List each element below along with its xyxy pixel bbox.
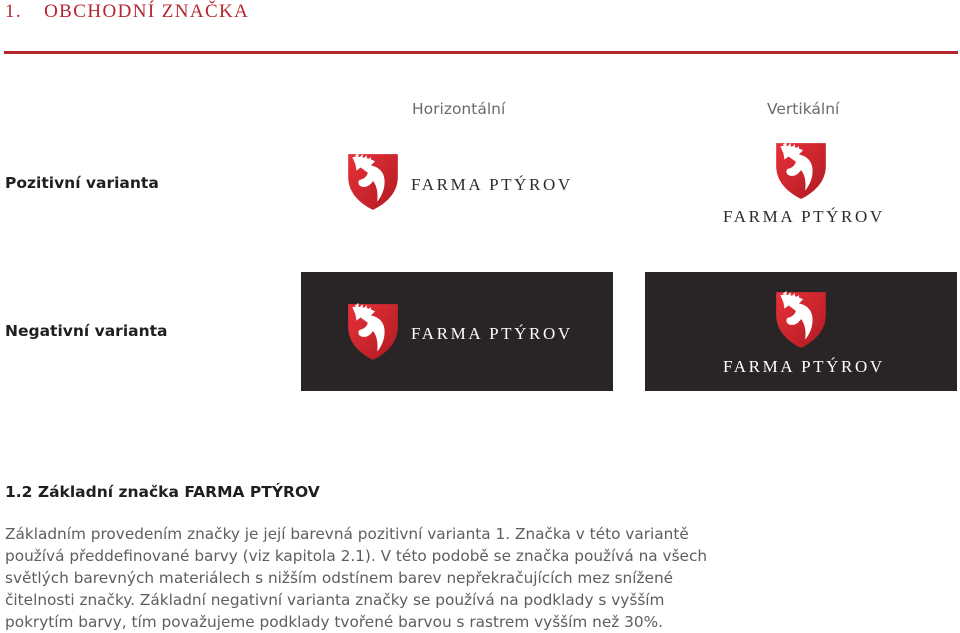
wordmark: FARMA PTÝROV — [411, 324, 573, 343]
heading-divider — [4, 51, 958, 54]
row-label-negative: Negativní varianta — [5, 322, 168, 340]
logo-negative-vertical — [645, 272, 957, 391]
wordmark: FARMA PTÝROV — [411, 175, 573, 194]
chapter-heading — [5, 1, 249, 23]
wordmark: FARMA PTÝROV — [723, 357, 885, 376]
paragraph-line: pokrytím barvy, tím považujeme podklady tvořené barvou s rastrem vyšším než 30%. — [5, 613, 664, 631]
paragraph-line: používá předdefinované barvy (viz kapitola 2.1). V této podobě se značka používá na všech — [5, 547, 708, 565]
chapter-number: 1. — [5, 1, 23, 22]
row-label-positive: Pozitivní varianta — [5, 174, 159, 192]
chapter-title: OBCHODNÍ ZNAČKA — [44, 1, 250, 22]
horse-head-shield-icon — [346, 152, 400, 212]
paragraph-line: světlých barevných materiálech s nižším odstínem barev nepřekračujících mez snížené — [5, 569, 674, 587]
horse-head-shield-icon — [346, 302, 400, 362]
column-label-horizontal: Horizontální — [412, 100, 506, 118]
column-label-vertical: Vertikální — [767, 100, 840, 118]
paragraph-line: Základním provedením značky je její barevná pozitivní varianta 1. Značka v této variantě — [5, 525, 689, 543]
horse-head-shield-icon — [774, 141, 828, 201]
logo-positive-horizontal — [346, 150, 586, 214]
section-title: 1.2 Základní značka FARMA PTÝROV — [5, 483, 320, 501]
horse-head-shield-icon — [774, 290, 828, 350]
wordmark: FARMA PTÝROV — [723, 207, 885, 226]
logo-negative-horizontal — [301, 272, 613, 391]
section-paragraph — [5, 523, 708, 633]
paragraph-line: čitelnosti značky. Základní negativní varianta značky se používá na podklady s vyšším — [5, 591, 665, 609]
logo-positive-vertical — [720, 140, 890, 230]
